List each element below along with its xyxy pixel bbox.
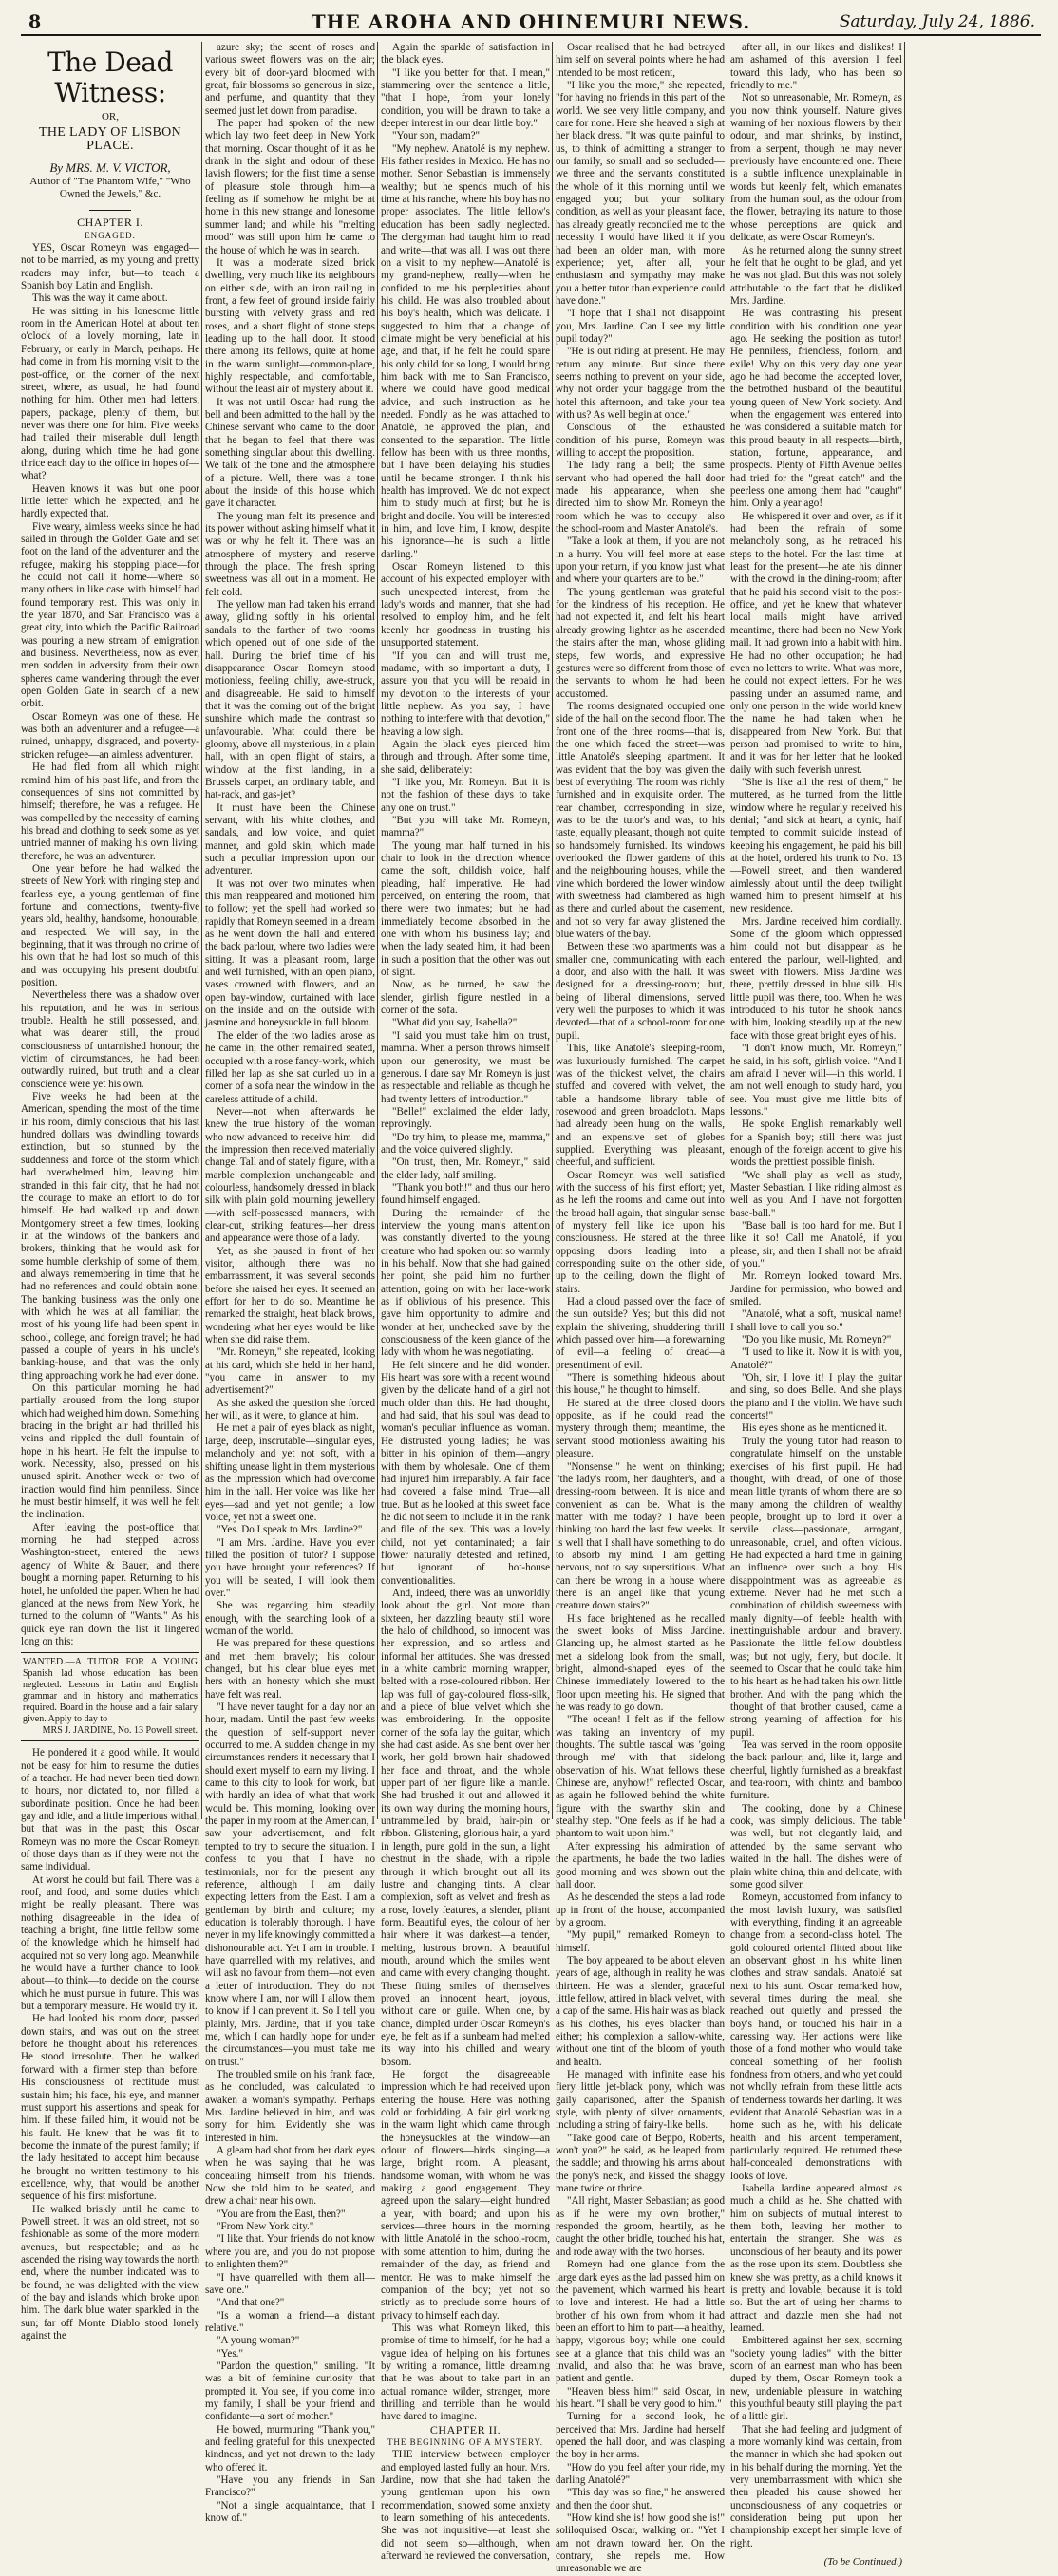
paragraph: "I like that. Your friends do not know where you are, and you do not propose to enlighten them?": [205, 2233, 375, 2271]
paragraph: This was what Romeyn liked, this promise of time to himself, for he had a vague idea of helping on his fortunes by writing a romance, little dreaming that he was about to take part in an actual romance wilder, stranger, more thrilling and terrible than he would have dared to imagine.: [381, 2322, 550, 2423]
chapter-heading: CHAPTER II.: [429, 2422, 501, 2436]
paragraph: Oscar Romeyn was one of these. He was both an adventurer and a refugee—a ruined, unhappy, disgraced, and poverty-stricken refugee—an aimless adventurer.: [21, 710, 199, 761]
paragraph: "Heaven bless him!" said Oscar, in his heart. "I shall be very good to him.": [556, 2385, 725, 2410]
paragraph: "Do you like music, Mr. Romeyn?": [742, 1334, 892, 1346]
paragraph: After leaving the post-office that morning he had stepped across Washington-street, entered the news agency of White & Bauer, and there bought a morning paper. Returning to his hotel, he unfolded the paper. When he had glanced at the news from New York, he turned to the column of "Wants." As his quick eye ran down the list it lingered long on this:: [21, 1521, 199, 1647]
column-6: [908, 42, 1041, 1819]
paragraph: "I like you better for that. I mean," stammering over the sentence a little, "that I hope, from your lonely condition, you will be drawn to take a deeper interest in our dear little boy.": [381, 66, 550, 130]
paragraph: Truly the young tutor had reason to congratulate himself on the unstable exercises of his first pupil. He had thought, with dread, of one of those mean little tyrants of whom there are so many among the children of wealthy people, brought up to lord it over a servile class—passionate, arrogant, unreasonable, cruel, and often vicious. He had expected a hard time in gaining an influence over such a boy. His disappointment was as agreeable as extreme. Never had he met such a combination of childish sweetness with manly dignity—of feeble health with inextinguishable ardour and bravery. Passionate the little fellow doubtless was; but not ugly, fiery, but docile. It seemed to Oscar that he could take him to his heart as he had taken his own little brother. And with the pang which the thought of that brother caused, came a strong yearning of affection for his pupil.: [730, 1435, 902, 1739]
paragraph: The cooking, done by a Chinese cook, was simply delicious. The table was well, but not elegantly laid, and attended by the same servant who waited in the hall. The dishes were of plain white china, thin and delicate, with some good silver.: [730, 1802, 902, 1890]
paragraph: He felt sincere and he did wonder. His heart was sore with a recent wound given by the delicate hand of a girl not much older than this. He had thought, and had said, that his soul was dead to woman's peculiar influence as woman. He distrusted young ladies; he was bitter in his opinion of them—angry with them by wholesale. One of them had injured him irreparably. A fair face had covered a false mind. True—all true. But as he looked at this sweet face he did not seem to include it in the rank and file of the sex. This was a lovely child, not yet contaminated; a fair flower naturally detested and refined, but ignorant of hot-house conventionalities.: [381, 1359, 550, 1587]
paragraph: "All right, Master Sebastian; as good as if he were my own brother," responded the groom, heartily, as he caught the other bridle, touched his hat, and rode away with the two horses.: [556, 2195, 725, 2258]
paragraph: The rooms designated occupied one side of the hall on the second floor. The front one of the three rooms—that is, the one which faced the street—was little Anatolé's sleeping apartment. It was evident that the boy was given the best of everything. The room was richly furnished and in exquisite order. The rear chamber, corresponding in size, was to be the tutor's and was, to his taste, equally pleasant, though not quite so handsomely furnished. Its windows overlooked the flower gardens of this and the neighbouring houses, while the vine which bordered the lower window with sweetness had clambered as high as there and curled about the casement, and not so very far away glistened the blue waters of the bay.: [556, 700, 725, 941]
column-rule: [552, 42, 553, 1819]
paragraph: Oscar realised that he had betrayed him self on several points where he had intended to be most reticent,: [556, 42, 725, 79]
paragraph: Five weeks he had been at the American, spending the most of the time in his room, dimly conscious that his last hundred dollars was dwindling towards extinction, but so stunned by the suddenness and force of the storm which had overwhelmed him, leaving him stranded in this fair city, that he had not the courage to make an effort to do for himself. He had walked up and down Montgomery street a few times, looking in at the windows of the bankers and brokers, thinking that he would ask for some humble clerkship of some of them, and always remembering in time that he had no references and could obtain none. The banking business was the only one with which he was at all familiar; the most of his young life had been spent in school, college, and foreign travel; he had passed a couple of years in his uncle's banking-house, and that was the only thing approaching work he had ever done.: [21, 1091, 199, 1382]
masthead: [21, 9, 1041, 36]
story-byline: By MRS. M. V. VICTOR,: [49, 160, 171, 176]
column-1: [21, 42, 199, 2342]
paragraph: "How do you feel after your ride, my darling Anatolé?": [556, 2461, 725, 2486]
paragraph: "On trust, then, Mr. Romeyn," said the elder lady, half smiling.: [381, 1156, 550, 1181]
column-rule: [377, 42, 378, 1819]
paragraph: "I like you, Mr. Romeyn. But it is not the fashion of these days to take any one on trust.": [381, 776, 550, 814]
paragraph: "Anatolé, what a soft, musical name! I shall love to call you so.": [730, 1308, 902, 1333]
paragraph: "How kind she is! how good she is!" soliloquised Oscar, walking on. "Yet I am not drawn toward her. On the contrary, she repels me. How unreasonable we are: [556, 2512, 725, 2575]
paragraph: As she asked the question she forced her will, as it were, to glance at him.: [205, 1397, 375, 1422]
paragraph: "We shall play as well as study, Master Sebastian. I like riding almost as well as you. And I have not forgotten base-ball.": [730, 1169, 902, 1219]
paragraph: Never—not when afterwards he knew the true history of the woman who now advanced to receive him—did the impression then received materially change. Tall and of stately figure, with a marble complexion unchangeable and colourless, handsomely dressed in black silk with plain gold mourning jewellery—with self-possessed manners, with clear-cut, striking features—her dress and appearance were those of a lady.: [205, 1105, 375, 1245]
paragraph: "Mr. Romeyn," she repeated, looking at his card, which she held in her hand, "you came in answer to my advertisement?": [205, 1346, 375, 1397]
paragraph: Turning for a second look, he perceived that Mrs. Jardine had herself opened the hall door, and was clasping the boy in her arms.: [556, 2411, 725, 2461]
issue-date: Saturday, July 24, 1886.: [839, 12, 1035, 31]
paragraph: That she had feeling and judgment of a more womanly kind was certain, from the manner in which she had spoken out in his behalf during the morning. Yet the very unembarrassment with which she then pleaded his cause showed her unconsciousness of any coquetries or consideration being put upon her championship except her simple love of right.: [730, 2423, 902, 2549]
paragraph: The lady rang a bell; the same servant who had opened the hall door made his appearance, when she directed him to show Mr. Romeyn the room which he was to occupy—also the school-room and Master Anatolé's.: [556, 460, 725, 536]
divider: [89, 210, 131, 211]
paragraph: He was prepared for these questions and met them bravely; his colour changed, but his clear blue eyes met hers with an honesty which she must have felt was real.: [205, 1638, 375, 1701]
paragraph: Now, as he turned, he saw the slender, girlish figure nestled in a corner of the sofa.: [381, 979, 550, 1017]
paragraph: "What did you say, Isabella?": [392, 1017, 518, 1029]
paragraph: She was regarding him steadily enough, with the searching look of a woman of the world.: [205, 1600, 375, 1637]
paragraph: Romeyn, accustomed from infancy to the most lavish luxury, was satisfied with everything, finding it an agreeable change from a second-class hotel. The gold coloured oriental flitted about like an observant ghost in his white linen clothes and straw sandals. Anatolé sat next to his aunt. Oscar remarked how, several times during the meal, she reached out quietly and pressed the boy's hand, or touched his hair in a caressing way. Her actions were like those of a fond mother who would take conceal something of her foolish fondness from others, and who yet could not wholly refrain from these little acts of tenderness towards her darling. It was evident that Anatolé Sebastian was in a home such as he, with his delicate health and his ardent temperament, particularly required. He returned these half-concealed demonstrations with looks of love.: [730, 1891, 902, 2182]
column-5: [730, 42, 902, 2568]
paragraph: He whispered it over and over, as if it had been the refrain of some melancholy song, as he retraced his steps to the hotel. For the last time—at least for the present—he ate his dinner with the crowd in the dining-room; after that he paid his second visit to the post-office, and yet he knew that whatever local mails might have arrived meantime, there had been no New York mail. It had grown into a habit with him. He had no other occupation; he had even no letters to write. What was more, he could not expect letters. For he was passing under an assumed name, and only one person in the wide world knew the name he had taken when he disappeared from New York. But that person had promised to write to him, and it was for her letter that he looked daily with such feverish unrest.: [730, 510, 902, 776]
column-4: [556, 42, 725, 2575]
article-body: [205, 42, 375, 2525]
paragraph: And, indeed, there was an unworldly look about the girl. Not more than sixteen, her dazzling beauty still wore the halo of childhood, so innocent was her expression, and so artless and informal her attitudes. She was dressed in a white cambric morning wrapper, belted with a rose-coloured ribbon. Her lap was full of gay-coloured floss-silk, and a piece of blue velvet which she was embroidering. In the opposite corner of the sofa lay the guitar, which she had cast aside. As she bent over her work, her gold brown hair shadowed her face and throat, and the whole upper part of her figure like a mantle. She had brushed it out and allowed it its own way during the morning hours, untrammelled by braid, hair-pin or ribbon. Glistening, glorious hair, a yard in length, pure gold in the sun, a light chestnut in the shade, with a ripple through it which brought out all its lustre and changing tints. A clear complexion, soft as velvet and fresh as a rose, lovely features, a slender, pliant form. Beautiful eyes, the colour of her hair where it was darkest—a tender, melting, lustrous brown. A beautiful mouth, around which the smiles went and came with every changing thought. These fitting smiles of themselves proved an innocent heart, joyous, without care or guile. When one, by chance, dimpled under Oscar Romeyn's eye, he felt as if a sunbeam had melted its way into his chilled and weary bosom.: [381, 1587, 550, 2068]
paragraph: His face brightened as he recalled the sweet looks of Miss Jardine. Glancing up, he almost started as he met a sidelong look from the small, bright, almond-shaped eyes of the Chinese immediately lowered to the floor upon meeting his. He signed that he was ready to go down.: [556, 1612, 725, 1714]
paragraph: Oscar Romeyn listened to this account of his expected employer with such unexpected interest, from the lady's words and manner, that she had resolved to employ him, and he felt keenly her goodness in trusting his unsupported statement.: [381, 561, 550, 649]
paragraph: Tea was served in the room opposite the back parlour; and, like it, large and cheerful, lightly furnished as a breakfast and tea-room, with chintz and bamboo furniture.: [730, 1739, 902, 1802]
paragraph: "My nephew. Anatolé is my nephew. His father resides in Mexico. He has no mother. Senor Sebastian is immensely wealthy; but he spends much of his time at his ranche, where his boy has no proper associates. The little fellow's education has been sadly neglected. The clergyman had taught him to read and write—that was all. I was out there on a visit to my nephew—Anatolé is my grand-nephew, really—when he confided to me his perplexities about his child. He was also troubled about his boy's health, which was delicate. I suggested to him that a change of climate might be very beneficial at his age, and that, if he felt he could spare his only child for so long, I would bring him back with me to San Francisco, where we could have good medical advice, and such instruction as he needed. Fondly as he was attached to Anatolé, he approved the plan, and consented to the separation. The little fellow has been with us three months, but I have been delaying his studies until he became stronger. I think his health has improved. We do not expect him to study much at first; but he is bright and docile. You will be interested in him, and love him, I know, despite his ignorance—he is such a little darling.": [381, 142, 550, 560]
paragraph: The paper had spoken of the new which lay two feet deep in New York that morning. Oscar thought of it as he drank in the sight and odour of these lavish flowers; for the first time a sense of pleasure stole through him—a feeling as if somehow he might be at home in this new strange and lonesome summer land; and while his "melting mood" was still upon him he came to the house of which he was in search.: [205, 118, 375, 256]
paragraph: It was not until Oscar had rung the bell and been admitted to the hall by the Chinese servant who came to the door that he began to feel that there was something singular about this dwelling. We talk of the tone and the atmosphere of a picture. Well, there was a tone about the inside of this house which gave it character.: [205, 396, 375, 510]
paragraph: "I am Mrs. Jardine. Have you ever filled the position of tutor? I suppose you have brought your references? If you will be seated, I will look them over.": [205, 1536, 375, 1599]
paragraph: "But you will take Mr. Romeyn, mamma?": [381, 814, 550, 839]
paragraph: One year before he had walked the streets of New York with ringing step and fearless eye, a young gentleman of fine fortune and connections, twenty-five years old, healthy, handsome, honourable, and respected. We will say, in the beginning, that it was through no crime of his own that he had lost so much of this and was occupying his present doubtful position.: [21, 862, 199, 988]
paragraph: On this particular morning he had partially aroused from the long stupor which had weighed him down. Something bracing in the bright air had thrilled his veins and rippled the dull fountain of hope in his heart. He felt the impulse to work. Necessity, also, pressed on his unused spirit. Another week or two of inaction would find him penniless. Since he must bestir himself, it was well he felt the inclination.: [21, 1382, 199, 1521]
paragraph: Yet, as she paused in front of her visitor, although there was no embarrassment, it was several seconds before she raised her eyes. It seemed an effort for her to do so. Meantime he remarked the straight, heat black brows, wondering what her eyes would be like when she did raise them.: [205, 1245, 375, 1346]
paragraph: The young gentleman was grateful for the kindness of his reception. He had not expected it, and felt his heart already growing lighter as he ascended the stairs after the man, whose gliding steps, few words, and expressive gestures were so different from those of the servants to whom he had been accustomed.: [556, 586, 725, 700]
article-body: [730, 42, 902, 2550]
paragraph: "Not a single acquaintance, that I know of.": [205, 2499, 375, 2525]
story-or: OR,: [101, 111, 120, 122]
paragraph: After expressing his admiration of the apartments, he bade the two ladies good morning and was shown out the hall door.: [556, 1840, 725, 1890]
paragraph: azure sky; the scent of roses and various sweet flowers was on the air; every bit of door-yard bloomed with great, fair blossoms so generous in size, and perfume, and quantity that they seemed just let down from paradise.: [205, 42, 375, 117]
paragraph: "Is a woman a friend—a distant relative.": [205, 2309, 375, 2334]
paragraph: "I like you the more," she repeated, "for having no friends in this part of the world. We see very little company, and care for none. Here she heaved a sigh at her black dress. "It was quite painful to us, to think of admitting a stranger to our family, so small and so secluded—we three and the servants constituted the whole of it this morning until we engaged you; but your solitary condition, as well as your pleasant face, has already greatly reconciled me to the necessity. I would have liked it if you had been an older man, with more experience; yet, after all, your enthusiasm and sympathy may make you a better tutor than experience could have done.": [556, 80, 725, 307]
paragraph: During the remainder of the interview the young man's attention was constantly diverted to the young creature who had spoken out so warmly in his behalf. Now that she had gained her point, she paid him no further attention, going on with her lace-work as if oblivious of his presence. This gave him opportunity to admire and wonder at her, unchecked save by the consciousness of the keen glance of the lady with whom he was negotiating.: [381, 1207, 550, 1359]
paragraph: "I don't know much, Mr. Romeyn," he said, in his soft, girlish voice. "And I am afraid I never will—in this world. I am not well enough to study hard, you see. You must give me little bits of lessons.": [730, 1043, 902, 1118]
paragraph: "I said you must take him on trust, mamma. When a person throws himself upon our generosity, we must be generous. I dare say Mr. Romeyn is just as respectable and reliable as though he had twenty letters of introduction.": [381, 1029, 550, 1105]
paragraph: He had looked his room door, passed down stairs, and was out on the street before he thought about his references. He stood irresolute. Then he walked forward with a firmer step than before. His consciousness of rectitude must sustain him; his face, his eye, and manner must support his assertions and speak for him. If these failed him, it would not be his fault. He knew that he was fit to become the inmate of the purest family; if the lady hesitated to accept him because he brought no written testimony to his excellence, why, that would be another sequence of his first misfortune.: [21, 2013, 199, 2203]
paragraph: "There is something hideous about this house," he thought to himself.: [556, 1372, 725, 1397]
paragraph: "Yes.": [217, 2347, 243, 2360]
paragraph: Five weary, aimless weeks since he had sailed in through the Golden Gate and set foot on the land of the adventurer and the refugee, making his stopping place—for he could not call it home—where so many others in like case with himself had found temporary rest. This was only in the year 1870, and San Francisco was a great city, into which the Pacific Railroad was pouring a new stream of emigration and business. Nevertheless, now as ever, men sodden in adversity from their own spheres came wandering through the ever open Golden Gate in search of a new orbit.: [21, 520, 199, 710]
paragraph: "If you can and will trust me, madame, with so important a duty, I assure you that you will be repaid in my devotion to the interests of your little nephew. As you say, I have nothing to interfere with that devotion," heaving a low sigh.: [381, 649, 550, 738]
chapter-subheading: ENGAGED.: [85, 230, 136, 240]
paragraph: He bowed, murmuring "Thank you," and feeling grateful for this unexpected kindness, and yet not drawn to the lady who offered it.: [205, 2423, 375, 2473]
paragraph: "I have quarrelled with them all—save one.": [205, 2271, 375, 2296]
paragraph: "I hope that I shall not disappoint you, Mrs. Jardine. Can I see my little pupil today?": [556, 308, 725, 345]
paragraph: "My pupil," remarked Romeyn to himself.: [556, 1929, 725, 1954]
paragraph: It must have been the Chinese servant, with his white clothes, and sandals, and low voice, and quiet manner, and gold skin, which made such a peculiar impression upon our adventurer.: [205, 801, 375, 877]
newspaper-title: THE AROHA AND OHINEMURI NEWS.: [311, 10, 751, 33]
paragraph: His eyes shone as he mentioned it.: [742, 1422, 888, 1435]
paragraph: At worst he could but fail. There was a roof, and food, and some duties which might be really pleasant. There was nothing disagreeable in the idea of teaching a bright, fine little fellow some of the knowledge which he himself had acquired not so very long ago. Meanwhile he would have a further chance to look about—to think—to decide on the course which he must pursue in future. This was but a temporary measure. He would try it.: [21, 1873, 199, 2013]
paragraph: Heaven knows it was but one poor little letter which he expected, and he hardly expected that.: [21, 482, 199, 520]
paragraph: "Take good care of Beppo, Roberts, won't you?" he said, as he leaped from the saddle; and throwing his arms about the pony's neck, and kissed the shaggy mane twice or thrice.: [556, 2132, 725, 2195]
paragraph: The boy appeared to be about eleven years of age, although in reality he was thirteen. He was a slender, graceful little fellow, attired in black velvet, with a cap of the same. His hair was as black as his clothes, his eyes blacker than either; his complexion a sallow-white, without one tint of the bloom of youth and health.: [556, 1954, 725, 2068]
paragraph: Mr. Romeyn looked toward Mrs. Jardine for permission, who bowed and smiled.: [730, 1270, 902, 1308]
paragraph: A gleam had shot from her dark eyes when he was saying that he was concealing himself from his friends. Now she told him to be seated, and drew a chair near his own.: [205, 2145, 375, 2208]
paragraph: after all, in our likes and dislikes! I am ashamed of this aversion I feel toward this lady, who has been so friendly to me.": [730, 42, 902, 92]
article-body: [381, 2449, 550, 2563]
paragraph: Oscar Romeyn was well satisfied with the success of his first effort; yet, as he left the rooms and came out into the broad hall again, that singular sense of mystery fell like ice upon his consciousness. He stared at the three opposing doors leading into a corresponding suite on the other side, up to the ceiling, down the flight of stairs.: [556, 1169, 725, 1295]
paragraph: This was the way it came about.: [32, 292, 168, 305]
article-body: [381, 42, 550, 2424]
paragraph: He met a pair of eyes black as night, large, deep, inscrutable—singular eyes, melancholy and yet not soft, with a shifting unease light in them mysterious as the impression which had overcome him in the hall. Her voice was like her eyes—sad and yet not gentle; a low voice, yet not a sweet one.: [205, 1422, 375, 1523]
paragraph: He pondered it a good while. It would not be easy for him to resume the duties of a teacher. He had never been tied down to hours, nor dictated to, nor filled a subordinate position. Once he had been gay and idle, and a little imperious withal, but that was in the past; this Oscar Romeyn was no more the Oscar Romeyn of those days than as if they were not the same individual.: [21, 1747, 199, 1873]
paragraph: "I have never taught for a day nor an hour, madam. Until the past few weeks the question of self-support never occurred to me. A sudden change in my circumstances renders it necessary that I should exert myself to earn my living. I came to this city to look for work, but with hardly an idea of what that work would be. This morning, looking over the paper in my room at the American, I saw your advertisement, and felt tempted to try to secure the situation. I confess to you that I have no testimonials, nor for the present any reference, although I am daily expecting letters from the East. I am a gentleman by birth and culture; my education is tolerably thorough. I have never in my life knowingly committed a dishonourable act. Yet I am in trouble. I have quarrelled with my relatives, and will ask no favour from them—not even a letter of introduction. They do not know where I am, nor will I allow them to know if I can prevent it. So I tell you plainly, Mrs. Jardine, that if you take me, which I can hardly hope for under the circumstances—you must take me on trust.": [205, 1702, 375, 2068]
paragraph: The young man felt its presence and its power without asking himself what it was or why he felt it. There was an atmosphere of mystery and reserve through the place. The fresh spring sweetness was all out in a moment. He felt cold.: [205, 510, 375, 598]
paragraph: "A young woman?": [217, 2335, 300, 2347]
paragraph: "Oh, sir, I love it! I play the guitar and sing, so does Belle. And she plays the piano and I the violin. We have such concerts!": [730, 1372, 902, 1422]
paragraph: The young man half turned in his chair to look in the direction whence came the soft, childish voice, half pleading, half imperative. He had perceived, on entering the room, that there were two inmates; but he had immediately become absorbed in the one with whom his business lay; and when the lady seated him, it had been in such a position that the other was out of sight.: [381, 839, 550, 979]
paragraph: Conscious of the exhausted condition of his purse, Romeyn was willing to accept the proposition.: [556, 422, 725, 459]
paragraph: "Nonsense!" he went on thinking; "the lady's room, her daughter's, and a dressing-room between. It is nice and convenient as can be. What is the matter with me today? I have been thinking too hard the last few weeks. It is well that I shall have something to do to absorb my mind. I am getting nervous, not to say superstitious. What can there be wrong in a house where there is an angel like that young creature down stairs?": [556, 1460, 725, 1612]
paragraph: He stared at the three closed doors opposite, as if he could read the mystery through them; meantime, the servant stood motionless awaiting his pleasure.: [556, 1397, 725, 1460]
paragraph: "Yes. Do I speak to Mrs. Jardine?": [217, 1524, 363, 1536]
paragraph: Mrs. Jardine received him cordially. Some of the gloom which oppressed him could not but disappear as he entered the parlour, well-lighted, and sweet with flowers. Miss Jardine was there, prettily dressed in blue silk. His little pupil was there, too. When he was introduced to his tutor he shook hands with him, looking steadily up at the new face with those great bright eyes of his.: [730, 915, 902, 1042]
paragraph: "Pardon the question," smiling. "It was a bit of feminine curiosity that prompted it. You see, if you come into my family, I shall be your friend and confidante—a sort of mother.": [205, 2360, 375, 2423]
paragraph: THE interview between employer and employed lasted fully an hour. Mrs. Jardine, now that she had taken the young gentleman upon his own recommendation, showed some anxiety to learn something of his antecedents. She was not inquisitive—at least she did not seem so—although, when afterward he reviewed the conversation,: [381, 2449, 550, 2563]
paragraph: As he returned along the sunny street he felt that he ought to be glad, and yet he was not glad. But this was not solely attributable to the fact that he disliked Mrs. Jardine.: [730, 244, 902, 307]
paragraph: "You are from the East, then?": [217, 2208, 346, 2220]
paragraph: He forgot the disagreeable impression which he had received upon entering the house. Here was nothing cold or forbidding. A fair girl working in the warm light which came through the honeysuckles at the window—an odour of flowers—birds singing—a large, bright room. A pleasant, handsome woman, with whom he was making a good engagement. They agreed upon the salary—eight hundred a year, with board; and upon his services—three hours in the morning with little Anatolé in the school-room, with some attention to him, during the remainder of the day, as friend and mentor. He was to make himself the companion of the boy; yet not so strictly as to preclude some hours of privacy to himself each day.: [381, 2069, 550, 2322]
paragraph: "Your son, madam?": [392, 130, 481, 142]
paragraph: This, like Anatolé's sleeping-room, was luxuriously furnished. The carpet was of the thickest velvet, the chairs stuffed and covered with velvet, the table a handsome library table of rosewood and green broadcloth. Maps had already been hung on the walls, and an expensive set of globes supplied. Everything was pleasant, cheerful, and sufficient.: [556, 1043, 725, 1169]
paragraph: It was a moderate sized brick dwelling, very much like its neighbours on either side, with an iron railing in front, a few feet of ground inside fairly bursting with velvety grass and red roses, and a short flight of stone steps leading up to the hall door. It stood there among its fellows, quite at home in the warm sunlight—common-place, highly respectable, and comfortable, without the least air of mystery about it.: [205, 256, 375, 396]
paragraph: "From New York city.": [217, 2221, 314, 2233]
paragraph: The troubled smile on his frank face, as he concluded, was calculated to awaken a woman's sympathy. Perhaps Mrs. Jardine believed in him, and was sorry for him. Evidently she was interested in him.: [205, 2069, 375, 2144]
paragraph: Between these two apartments was a smaller one, communicating with each a door, and also with the hall. It was designed for a dressing-room; but, being of liberal dimensions, served very well the purposes to which it was devoted—that of a school-room for one pupil.: [556, 941, 725, 1042]
column-2: [205, 42, 375, 2525]
advert-text: WANTED.—A TUTOR FOR A YOUNG Spanish lad whose education has been neglected. Lessons in Latin and English grammar and in history and mathematics required. Board in the house and a fair salary given. Apply to day to: [23, 1657, 198, 1725]
classified-advert: [21, 1652, 199, 1741]
chapter-subheading: THE BEGINNING OF A MYSTERY.: [387, 2436, 544, 2447]
paragraph: He managed with infinite ease his fiery little jet-black pony, which was gaily caparisoned, after the Spanish style, with plenty of silver ornaments, including a string of fairy-like bells.: [556, 2069, 725, 2132]
to-be-continued: (To be Continued.): [823, 2556, 902, 2568]
paragraph: Again the black eyes pierced him through and through. After some time, she said, deliberately:: [381, 738, 550, 776]
column-rule: [904, 42, 905, 1819]
paragraph: The elder of the two ladies arose as he came in; the other remained seated, occupied with a rose fancy-work, which filled her lap as she sat curled up in a corner of a sofa near the window in the careless attitude of a child.: [205, 1029, 375, 1105]
paragraph: Nevertheless there was a shadow over his reputation, and he was in serious trouble. Health he still possessed, and, what was dearer still, the proud consciousness of untarnished honour; the victim of circumstances, he had been outwardly ruined, but truth and a clear conscience were yet his own.: [21, 989, 199, 1090]
paragraph: "He is out riding at present. He may return any minute. But since there seems nothing to prevent on your side, why not order your baggage from the hotel this afternoon, and take your tea with us? As well begin at once.": [556, 346, 725, 421]
paragraph: "She is like all the rest of them," he muttered, as he turned from the little window where he regularly received his denial; "and sick at heart, a cynic, half tempted to commit suicide instead of keeping his engagement, he paid his bill at the hotel, ordered his trunk to No. 13—Powell street, and then wandered aimlessly about until the deep twilight warned him to present himself at his new residence.: [730, 776, 902, 915]
chapter-heading: CHAPTER I.: [77, 216, 143, 230]
paragraph: Romeyn had one glance from the large dark eyes as the lad passed him on the pavement, which warmed his heart to love and interest. He had a little brother of his own from whom it had been an effort to him to part—a healthy, happy, vigorous boy; while one could see at a glance that this child was an invalid, and also that he was brave, patient and gentle.: [556, 2259, 725, 2385]
article-body: [21, 242, 199, 1648]
paragraph: It was not over two minutes when this man reappeared and motioned him to follow; yet the spell had worked so rapidly that Romeyn seemed in a dream as he went down the hall and entered the back parlour, where two ladies were sitting. It was a pleasant room, large and well furnished, with an open piano, vases crowned with flowers, and an open bay-window, curtained with lace on the inside and on the outside with jasmine and honeysuckle in full bloom.: [205, 877, 375, 1029]
paragraph: Again the sparkle of satisfaction in the black eyes.: [381, 42, 550, 66]
paragraph: Isabella Jardine appeared almost as much a child as he. She chatted with him on subjects of mutual interest to them both, leaving her mother to entertain the stranger. She was as unconscious of her beauty and its power as the rose upon its stem. Doubtless she knew she was pretty, as a child knows it is pretty and lovable, because it is told so. But the art of using her charms to attract and dazzle men she had not learned.: [730, 2183, 902, 2334]
paragraph: He had fled from all which might remind him of his past life, and from the consequences of sins not committed by himself; therefore, he was a refugee. He was compelled by the necessity of earning his bread and clothing to seek some as yet untried manner of making his own living; therefore, he was an adventurer.: [21, 762, 199, 862]
paragraph: He was sitting in his lonesome little room in the American Hotel at about ten o'clock of a lovely morning, late in February, or early in March, perhaps. He had come in from his morning visit to the post-office, on the corner of the next street, where, as usual, he had found nothing for him. Other men had letters, papers, package, plenty of them, but never was there one for him. Five weeks had trailed their miserable dull length along, during which time he had gone thrice each day to the office in hopes of—what?: [21, 305, 199, 482]
article-body: [556, 42, 725, 2576]
column-3: [381, 42, 550, 2563]
paragraph: He spoke English remarkably well for a Spanish boy; still there was just enough of the foreign accent to give his words the prettiest possible finish.: [730, 1119, 902, 1169]
paragraph: He was contrasting his present condition with his condition one year ago. He seeking the position as tutor! He penniless, friendless, forlorn, and exile! Why on this very day one year ago he had become the accepted lover, the betrothed husband of the beautiful young queen of New York society. And when the engagement was entered into he was considered a suitable match for this proud beauty in all respects—birth, station, fortune, appearance, and prospects. Plenty of Fifth Avenue belles had tried for the "great catch" and the peerless one among them had "caught" him. Only a year ago!: [730, 308, 902, 510]
article-body: [21, 1747, 199, 2342]
story-title: The Dead Witness:: [47, 47, 173, 108]
paragraph: "Base ball is too hard for me. But I like it so! Call me Anatolé, if you please, sir, and then I shall not be afraid of you.": [730, 1219, 902, 1269]
story-credits: Author of "The Phantom Wife," "Who Owned the Jewels," &c.: [29, 176, 191, 200]
paragraph: "Thank you both!" and thus our hero found himself engaged.: [381, 1181, 550, 1207]
paragraph: He walked briskly until he came to Powell street. It was an old street, not so fashionable as some of the more modern avenues, but respectable; and as he ascended the rising way towards the north end, where the number indicated was to be found, he was delighted with the view of the bay and islands which broke upon him. The dark blue water sparkled in the sun; far off Monte Diablo stood lonely against the: [21, 2203, 199, 2342]
paragraph: Had a cloud passed over the face of the sun outside? Yes; but this did not explain the shivering, shuddering thrill which passed over him—a forewarning of evil—a feeling of dread—a presentiment of evil.: [556, 1296, 725, 1371]
paragraph: "I used to like it. Now it is with you, Anatolé?": [730, 1346, 902, 1371]
paragraph: Not so unreasonable, Mr. Romeyn, as you now think yourself. Nature gives warning of her noxious flowers by their odour, and man shrinks, by instinct, from a serpent, though he may never previously have encountered one. There is a subtle influence unexplainable in words but keenly felt, which emanates from the human soul, as the odour from the flower, betraying its nature to those whose perceptions are quick and delicate, as were Oscar Romeyn's.: [730, 92, 902, 244]
paragraph: "Have you any friends in San Francisco?": [205, 2474, 375, 2499]
page-number: 8: [28, 11, 42, 32]
paragraph: "Do try him, to please me, mamma," and the voice quivered slightly.: [381, 1131, 550, 1156]
paragraph: As he descended the steps a lad rode up in front of the house, accompanied by a groom.: [556, 1891, 725, 1928]
paragraph: YES, Oscar Romeyn was engaged—not to be married, as my young and pretty readers may infer, but—to teach a Spanish boy Latin and English.: [21, 242, 199, 292]
paragraph: "Belle!" exclaimed the elder lady, reprovingly.: [381, 1105, 550, 1131]
advert-signature: MRS J. JARDINE, No. 13 Powell street.: [42, 1725, 198, 1737]
paragraph: Embittered against her sex, scorning "society young ladies" with the bitter scorn of an earnest man who has been duped by them, Oscar Romeyn took a new, undeniable pleasure in watching this youthful beauty still playing the part of a little girl.: [730, 2335, 902, 2423]
column-rule: [201, 42, 202, 1819]
paragraph: "The ocean! I felt as if the fellow was taking an inventory of my thoughts. The subtle rascal was 'going through me' with that sidelong observation of his. What fellows these Chinese are, anyhow!" reflected Oscar, as again he followed behind the white figure with the swarthy skin and stealthy step. "One feels as if he had a phantom to wait upon him.": [556, 1714, 725, 1840]
story-subtitle: THE LADY OF LISBON PLACE.: [39, 125, 181, 153]
paragraph: The yellow man had taken his errand away, gliding softly in his oriental sandals to the farther of two rooms which opened out of one side of the hall. During the brief time of his disappearance Oscar Romeyn stood motionless, feeling chilly, awe-struck, and disagreeable. He said to himself that it was the coming out of the bright sunshine which made the contrast so unfavourable. What could there be gloomy, above all mysterious, in a plain hall, with an open flight of stairs, a window at the first landing, in a Brussels carpet, an ordinary table, and hat-rack, and gas-jet?: [205, 599, 375, 801]
paragraph: "And that one?": [217, 2297, 285, 2309]
paragraph: "This day was so fine," he answered and then the door shut.: [556, 2487, 725, 2511]
paragraph: "Take a look at them, if you are not in a hurry. You will feel more at ease upon your return, if you know just what and where your quarters are to be.": [556, 536, 725, 586]
